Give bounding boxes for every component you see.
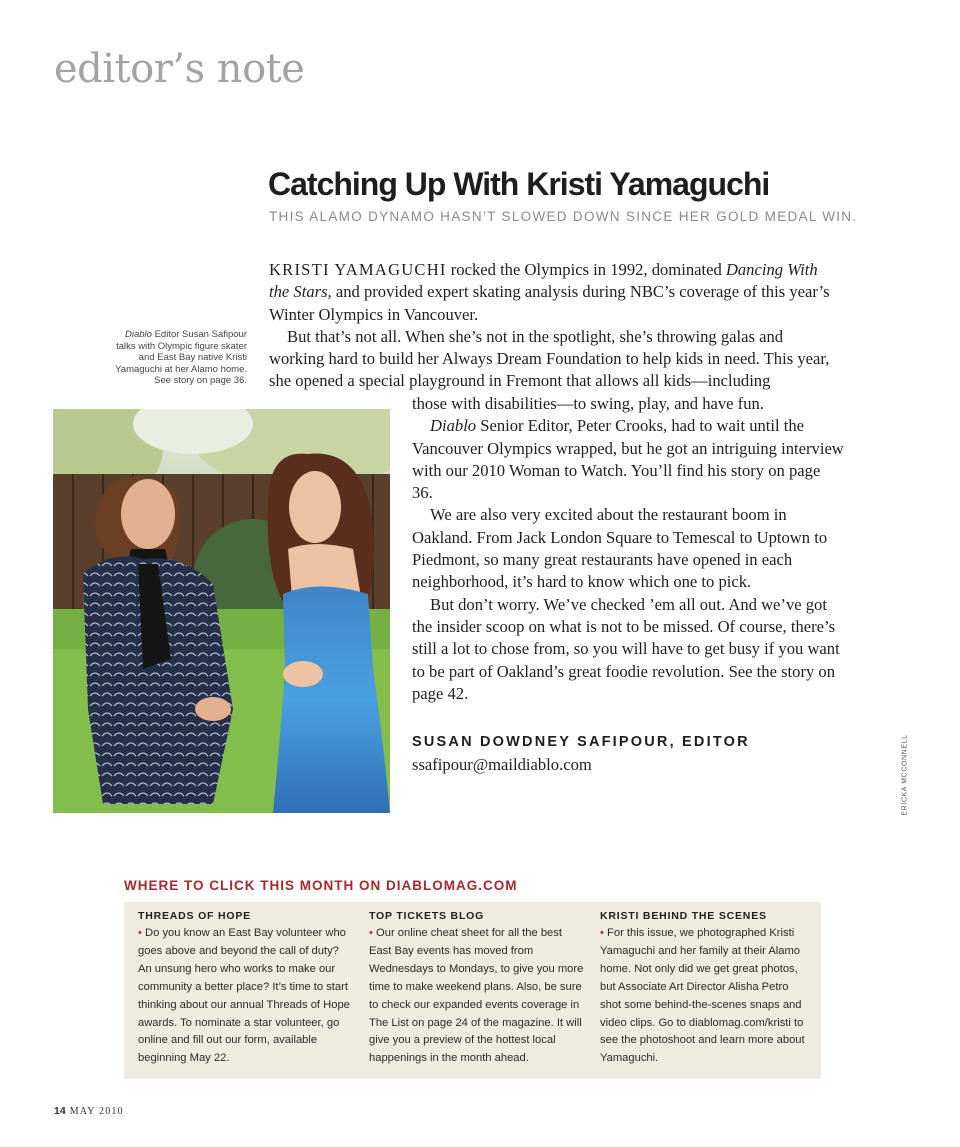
photo-caption: Diablo Editor Susan Safipour talks with Olympic figure skater and East Bay native Kristi Yamaguchi at her Alamo home. See story on page 36. (115, 329, 247, 387)
page-folio (54, 1105, 124, 1117)
paragraph-1: KRISTI YAMAGUCHI rocked the Olympics in 1992, dominated Dancing With the Stars, and provided expert skating analysis during NBC’s coverage of this year’s Winter Olympics in Vancouver. (269, 260, 830, 324)
paragraph-4: We are also very excited about the restaurant boom in Oakland. From Jack London Square to Temescal to Uptown to Piedmont, so many great restaurants have opened in each neighborhood, it’s hard to know which one to pick. (412, 505, 828, 592)
paragraph-2-continued: those with disabilities—to swing, play, and have fun. (412, 394, 764, 413)
web-item-text: • Our online cheat sheet for all the best East Bay events has moved from Wednesdays to Mondays, to give you more time to make weekend plans. Also, be sure to check our expanded events coverage in The List on page 24 of the magazine. It will give you a preview of the hottest local happenings in the month ahead. (369, 927, 584, 1065)
lead-in-caps: KRISTI YAMAGUCHI (269, 260, 447, 279)
photo-illustration (53, 409, 390, 813)
paragraph-5: But don’t worry. We’ve checked ’em all out. And we’ve got the insider scoop on what is not to be missed. Of course, there’s still a lot to chose from, so you will have to get busy if you want to be part of Oakland’s great foodie revolution. See the story on page 42. (412, 594, 840, 703)
article-headline: Catching Up With Kristi Yamaguchi (268, 166, 770, 202)
editor-byline: SUSAN DOWDNEY SAFIPOUR, EDITOR (412, 734, 750, 750)
magazine-name: Diablo (430, 416, 477, 436)
web-sidebar-heading: WHERE TO CLICK THIS MONTH ON DIABLOMAG.COM (124, 878, 518, 893)
page-number: 14 (54, 1105, 66, 1117)
issue-date: MAY 2010 (69, 1106, 124, 1117)
bullet-icon: • (369, 927, 373, 939)
web-item-text: • For this issue, we photographed Kristi Yamaguchi and her family at their Alamo home. Not only did we get great photos, but Associate Art Director Alisha Petro shot some behind-the-scenes snaps and video clips. Go to diablomag.com/kristi to see the photoshoot and learn more about Yamaguchi. (600, 927, 805, 1065)
web-item-text: • Do you know an East Bay volunteer who goes above and beyond the call of duty? An unsung hero who works to make our community a better place? It’s time to start thinking about our annual Threads of Hope awards. To nominate a star volunteer, go online and fill out our form, available beginning May 22. (138, 927, 350, 1065)
paragraph-2: But that’s not all. When she’s not in the spotlight, she’s throwing galas and working hard to build her Always Dream Foundation to help kids in need. This year, she opened a special playground in Fremont that allows all kids—including (269, 326, 830, 391)
bullet-icon: • (138, 927, 142, 939)
feature-photo (53, 409, 390, 813)
article-body-lower (412, 393, 844, 705)
web-item-kristi-behind-the-scenes (600, 910, 810, 1068)
show-title: Dancing With the Stars, (269, 260, 818, 302)
web-item-threads-of-hope (138, 910, 350, 1068)
article-body-upper (269, 259, 841, 393)
web-sidebar-box (124, 902, 821, 1079)
bullet-icon: • (600, 927, 604, 939)
web-item-title: TOP TICKETS BLOG (369, 910, 485, 922)
editor-email: ssafipour@maildiablo.com (412, 755, 592, 774)
article-deck: THIS ALAMO DYNAMO HASN’T SLOWED DOWN SINCE HER GOLD MEDAL WIN. (269, 209, 858, 224)
web-item-top-tickets-blog (369, 910, 587, 1068)
section-label: editor’s note (54, 46, 305, 92)
paragraph-3: Diablo Senior Editor, Peter Crooks, had to wait until the Vancouver Olympics wrapped, but he got an intriguing interview with our 2010 Woman to Watch. You’ll find his story on page 36. (412, 416, 844, 503)
web-item-title: KRISTI BEHIND THE SCENES (600, 910, 767, 922)
web-item-title: THREADS OF HOPE (138, 910, 251, 922)
